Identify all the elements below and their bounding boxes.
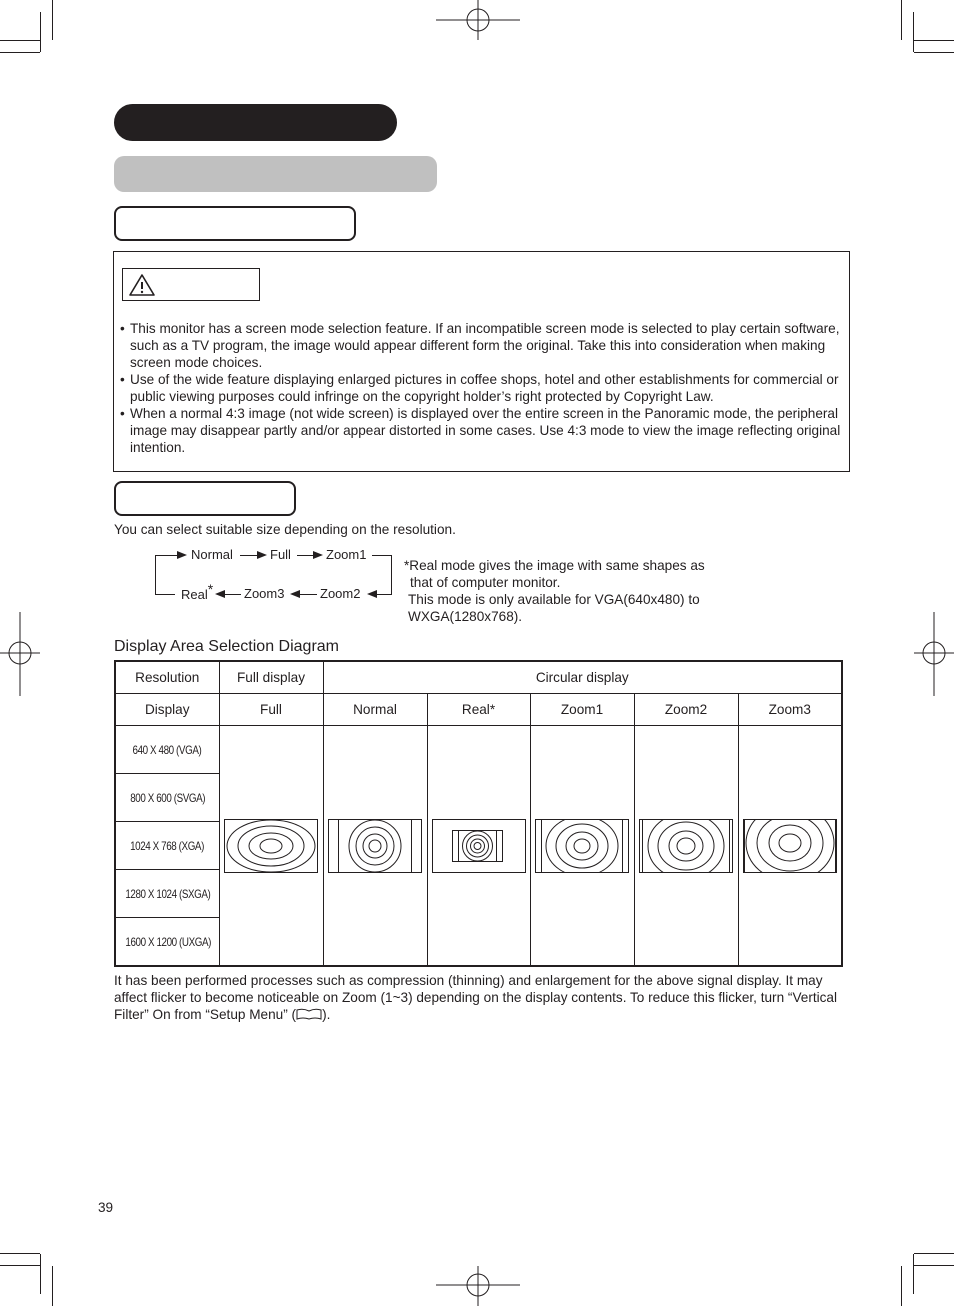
zoom1-picture-cell [530,726,634,967]
intro-text: You can select suitable size depending on the resolution. [114,522,456,537]
display-area-table [114,660,843,967]
caution-bullet: • This monitor has a screen mode selection feature. If an incompatible screen mode is selected to play certain software, such as a TV program, the image would appear different form the original. Take this into consideration when making screen mode choices. [118,320,843,371]
resolution-cell: 1024 X 768 (XGA) [115,822,219,870]
registration-mark-bottom [436,1264,520,1306]
normal-display-illustration [328,819,422,873]
diagram-title: Display Area Selection Diagram [114,638,339,655]
caution-label [122,268,260,301]
subsection-heading-box [114,206,356,241]
mode-full: Full [270,547,291,562]
resolution-cell: 1600 X 1200 (UXGA) [115,918,219,967]
caution-bullet-list [118,320,843,456]
mode-header: Zoom2 [634,694,738,726]
cycle-bracket [155,555,156,594]
registration-mark-right [912,612,954,696]
mode-header: Zoom1 [530,694,634,726]
book-icon [296,1008,322,1020]
caution-bullet: • When a normal 4:3 image (not wide screen) is displayed over the entire screen in the Panoramic mode, the peripheral image may disappear partly and/or appear distorted in some cases. Use 4:3 mode to view the image reflecting original intention. [118,405,843,456]
zoom1-display-illustration [535,819,629,873]
mode-normal: Normal [191,547,233,562]
mode-header: Normal [323,694,427,726]
registration-mark-left [0,612,42,696]
real-mode-note: *Real mode gives the image with same shapes as that of computer monitor. This mode is only available for VGA(640x480) to WXGA(1280x768). [404,558,705,624]
caution-bullet: • Use of the wide feature displaying enlarged pictures in coffee shops, hotel and other establishments for commercial or public viewing purposes could infringe on the copyright holder’s right protected by Copyright Law. [118,371,843,405]
mode-header: Full [219,694,323,726]
resolution-cell: 1280 X 1024 (SXGA) [115,870,219,918]
resolution-cell: 800 X 600 (SVGA) [115,774,219,822]
page-number: 39 [98,1200,114,1215]
full-display-illustration [224,819,318,873]
section-heading-bar [114,156,437,192]
resolution-cell: 640 X 480 (VGA) [115,726,219,774]
full-picture-cell [219,726,323,967]
real-display-illustration [432,819,526,873]
mode-zoom3: Zoom3 [244,586,285,601]
flicker-note: It has been performed processes such as compression (thinning) and enlargement for the above signal display. It may affect flicker to become noticeable on Zoom (1~3) depending on the display contents. To reduce this flicker, turn “Vertical Filter” On from “Setup Menu” ( ). [114,973,838,1022]
mode-header: Zoom3 [738,694,842,726]
chapter-heading-bar [114,104,397,141]
header-full-display: Full display [219,661,323,694]
zoom3-display-illustration [743,819,837,873]
header-circular-display: Circular display [323,661,842,694]
zoom2-picture-cell [634,726,738,967]
mode-header: Real* [427,694,530,726]
header-resolution: Resolution [115,661,219,694]
registration-mark-top [436,0,520,42]
mode-zoom1: Zoom1 [326,547,367,562]
header-display: Display [115,694,219,726]
subsection-heading-box-2 [114,481,296,516]
zoom3-picture-cell [738,726,842,967]
mode-real: Real* [181,581,214,602]
mode-zoom2: Zoom2 [320,586,361,601]
real-asterisk: * [207,581,214,597]
zoom2-display-illustration [639,819,733,873]
warning-triangle-icon [128,273,156,297]
real-picture-cell [427,726,530,967]
normal-picture-cell [323,726,427,967]
